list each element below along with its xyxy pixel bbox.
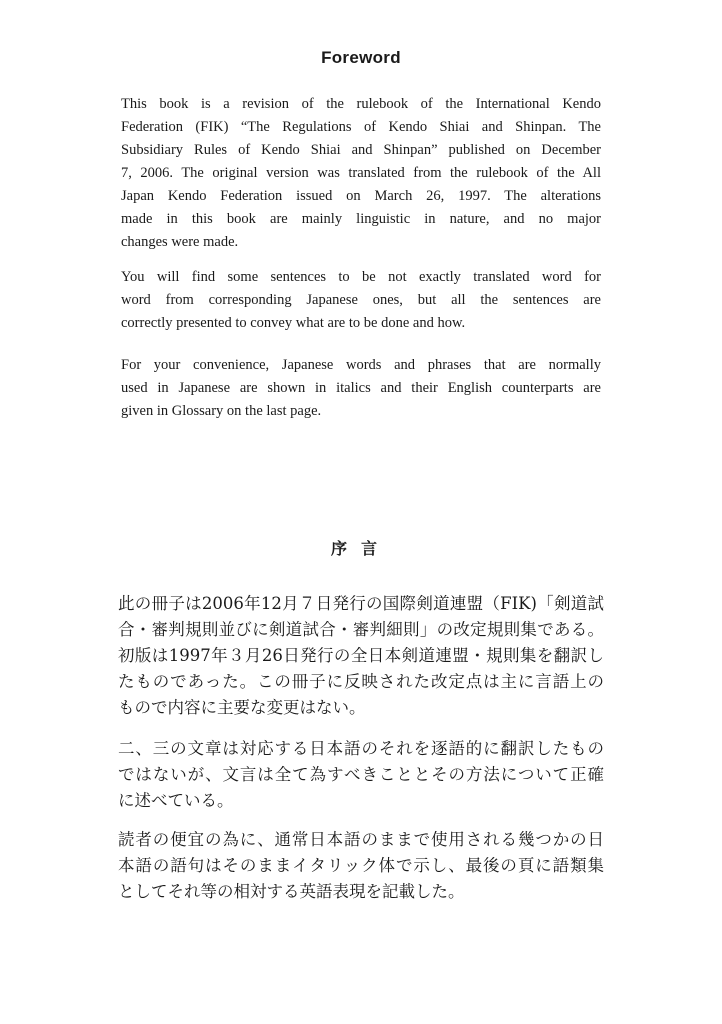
foreword-paragraph-2 [121,266,601,335]
text-line: 7, 2006. The original version was translated from the rulebook of the All [121,165,601,181]
text-line: Subsidiary Rules of Kendo Shiai and Shinpan” published on December [121,142,601,158]
text-line: changes were made. [121,234,239,250]
text-line: 二、三の文章は対応する日本語のそれを逐語的に翻訳したもの [118,739,604,758]
text-line: Japan Kendo Federation issued on March 26, 1997. The alterations [121,188,601,204]
text-line: given in Glossary on the last page. [121,403,322,419]
text-line: 本語の語句はそのままイタリック体で示し、最後の頁に語類集 [118,856,604,875]
japanese-foreword-title: 序言 [330,539,391,558]
text-line: たものであった。この冊子に反映された改定点は主に言語上の [118,672,604,691]
text-line: Federation (FIK) “The Regulations of Kendo Shiai and Shinpan. The [121,119,601,135]
japanese-paragraph-2 [118,736,604,814]
text-line: This book is a revision of the rulebook of the International Kendo [121,96,601,112]
japanese-paragraph-3 [118,827,604,905]
japanese-paragraph-1 [118,591,604,721]
text-line: としてそれ等の相対する英語表現を記載した。 [118,882,465,901]
text-line: に述べている。 [118,791,234,810]
text-line: 合・審判規則並びに剣道試合・審判細則」の改定規則集である。 [118,620,604,639]
foreword-paragraph-3 [121,354,601,423]
text-line: 初版は1997年３月26日発行の全日本剣道連盟・規則集を翻訳し [118,646,604,665]
text-line: used in Japanese are shown in italics and their English counterparts are [121,380,601,396]
text-line: You will find some sentences to be not exactly translated word for [121,269,601,285]
text-line: 此の冊子は2006年12月７日発行の国際剣道連盟（FIK)「剣道試 [118,594,604,613]
text-line: もので内容に主要な変更はない。 [118,698,366,717]
text-line: correctly presented to convey what are to be done and how. [121,315,466,331]
text-line: ではないが、文言は全て為すべきこととその方法について正確 [118,765,604,784]
text-line: 読者の便宜の為に、通常日本語のままで使用される幾つかの日 [118,830,604,849]
text-line: made in this book are mainly linguistic in nature, and no major [121,211,601,227]
foreword-paragraph-1 [121,93,601,254]
text-line: For your convenience, Japanese words and phrases that are normally [121,357,601,373]
text-line: word from corresponding Japanese ones, but all the sentences are [121,292,601,308]
foreword-title: Foreword [321,48,401,67]
